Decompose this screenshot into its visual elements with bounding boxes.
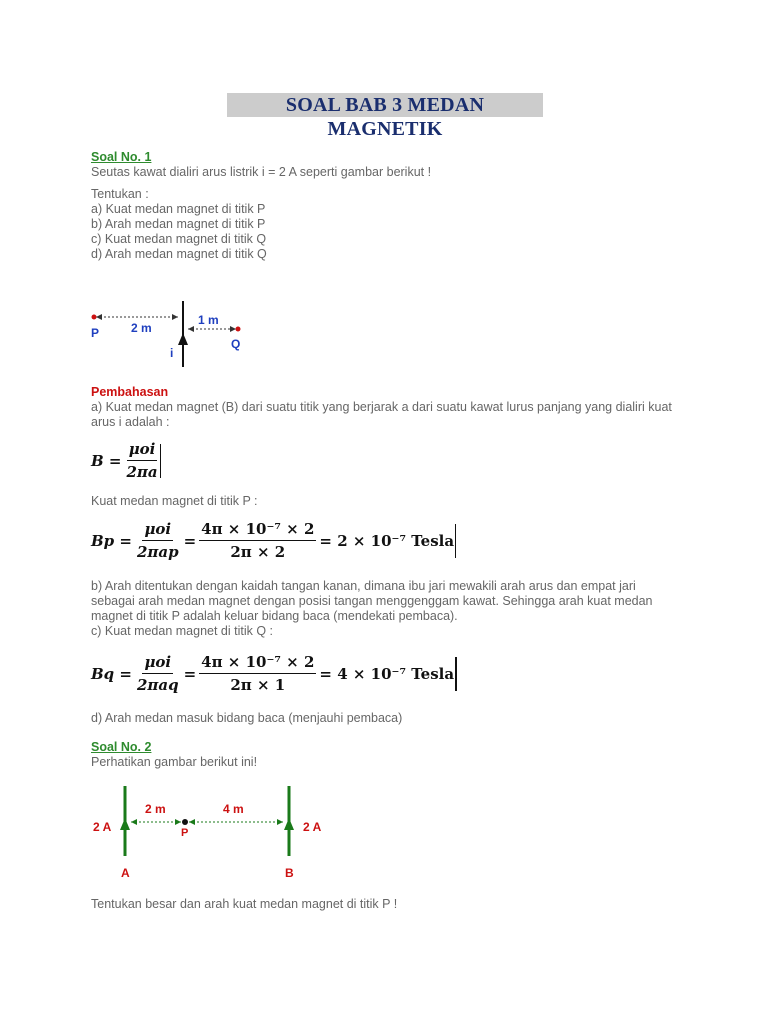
current-b-arrow-icon bbox=[284, 818, 294, 830]
eq2-denominator-1: 2πap bbox=[136, 543, 179, 561]
wire-figure-2 bbox=[85, 782, 345, 882]
soal-1-item-a: a) Kuat medan magnet di titik P bbox=[91, 202, 266, 216]
eq1-lhs: B = bbox=[91, 451, 122, 470]
pembahasan-d-line: d) Arah medan masuk bidang baca (menjauhi pembaca) bbox=[91, 711, 403, 725]
equation-b-general bbox=[91, 440, 161, 481]
equation-bq bbox=[91, 653, 457, 694]
soal-1-intro: Seutas kawat dialiri arus listrik i = 2 A seperti gambar berikut ! bbox=[91, 165, 432, 179]
eq2-equals: = bbox=[183, 531, 197, 550]
eq1-denominator: 2πa bbox=[126, 463, 158, 481]
label-wire-a: A bbox=[121, 866, 130, 880]
point-p-dot bbox=[182, 819, 188, 825]
label-current-i: i bbox=[170, 346, 174, 360]
eq2-result: = 2 × 10⁻⁷ Tesla bbox=[319, 531, 455, 550]
pembahasan-b-line1: b) Arah ditentukan dengan kaidah tangan kanan, dimana ibu jari mewakili arah arus dan empat jari bbox=[91, 579, 636, 593]
pembahasan-a-line2: arus i adalah : bbox=[91, 415, 170, 429]
label-4m: 4 m bbox=[223, 802, 244, 816]
eq3-denominator-1: 2πaq bbox=[136, 676, 179, 694]
label-2m: 2 m bbox=[145, 802, 166, 816]
soal-1-item-c: c) Kuat medan magnet di titik Q bbox=[91, 232, 267, 246]
label-2m: 2 m bbox=[131, 321, 152, 335]
equation-bp bbox=[91, 520, 456, 561]
pembahasan-b-line3: magnet di titik P adalah keluar bidang baca (mendekati pembaca). bbox=[91, 609, 458, 623]
eq3-denominator-2: 2π × 1 bbox=[230, 676, 286, 694]
soal-2-heading: Soal No. 2 bbox=[91, 740, 152, 754]
eq3-result: = 4 × 10⁻⁷ Tesla bbox=[319, 664, 455, 683]
label-q: Q bbox=[231, 337, 241, 351]
label-wire-b: B bbox=[285, 866, 294, 880]
current-a-arrow-icon bbox=[120, 818, 130, 830]
pembahasan-heading: Pembahasan bbox=[91, 385, 169, 399]
point-p-dot bbox=[92, 315, 97, 320]
label-current-b: 2 A bbox=[303, 820, 322, 834]
eq2-numerator-1: μoi bbox=[142, 520, 173, 541]
eq3-equals: = bbox=[183, 664, 197, 683]
label-1m: 1 m bbox=[198, 313, 219, 327]
label-p: P bbox=[91, 326, 100, 340]
eq2-lhs: Bp = bbox=[91, 531, 132, 550]
soal-2-question: Tentukan besar dan arah kuat medan magnet di titik P ! bbox=[91, 897, 398, 911]
page-title: SOAL BAB 3 MEDAN MAGNETIK bbox=[227, 93, 543, 117]
wire-figure-1 bbox=[80, 295, 260, 375]
pembahasan-a-line1: a) Kuat medan magnet (B) dari suatu titik yang berjarak a dari suatu kawat lurus panjang yang dialiri kuat bbox=[91, 400, 672, 414]
current-arrow-icon bbox=[178, 333, 188, 345]
soal-2-intro: Perhatikan gambar berikut ini! bbox=[91, 755, 258, 769]
eq2-numerator-2: 4π × 10⁻⁷ × 2 bbox=[199, 520, 316, 541]
eq3-numerator-2: 4π × 10⁻⁷ × 2 bbox=[199, 653, 316, 674]
pembahasan-b-line2: sebagai arah medan magnet dengan posisi tangan menggenggam kawat. Sehingga arah kuat medan bbox=[91, 594, 653, 608]
eq2-denominator-2: 2π × 2 bbox=[230, 543, 286, 561]
soal-1-item-b: b) Arah medan magnet di titik P bbox=[91, 217, 266, 231]
soal-1-tentukan: Tentukan : bbox=[91, 187, 149, 201]
point-q-dot bbox=[236, 327, 241, 332]
soal-1-heading: Soal No. 1 bbox=[91, 150, 152, 164]
label-current-a: 2 A bbox=[93, 820, 112, 834]
eq3-lhs: Bq = bbox=[91, 664, 132, 683]
soal-1-item-d: d) Arah medan magnet di titik Q bbox=[91, 247, 267, 261]
label-p: P bbox=[181, 827, 189, 839]
pembahasan-c-line: c) Kuat medan magnet di titik Q : bbox=[91, 624, 274, 638]
eq1-numerator: μoi bbox=[127, 440, 158, 461]
pembahasan-p-label: Kuat medan magnet di titik P : bbox=[91, 494, 258, 508]
eq3-numerator-1: μoi bbox=[142, 653, 173, 674]
